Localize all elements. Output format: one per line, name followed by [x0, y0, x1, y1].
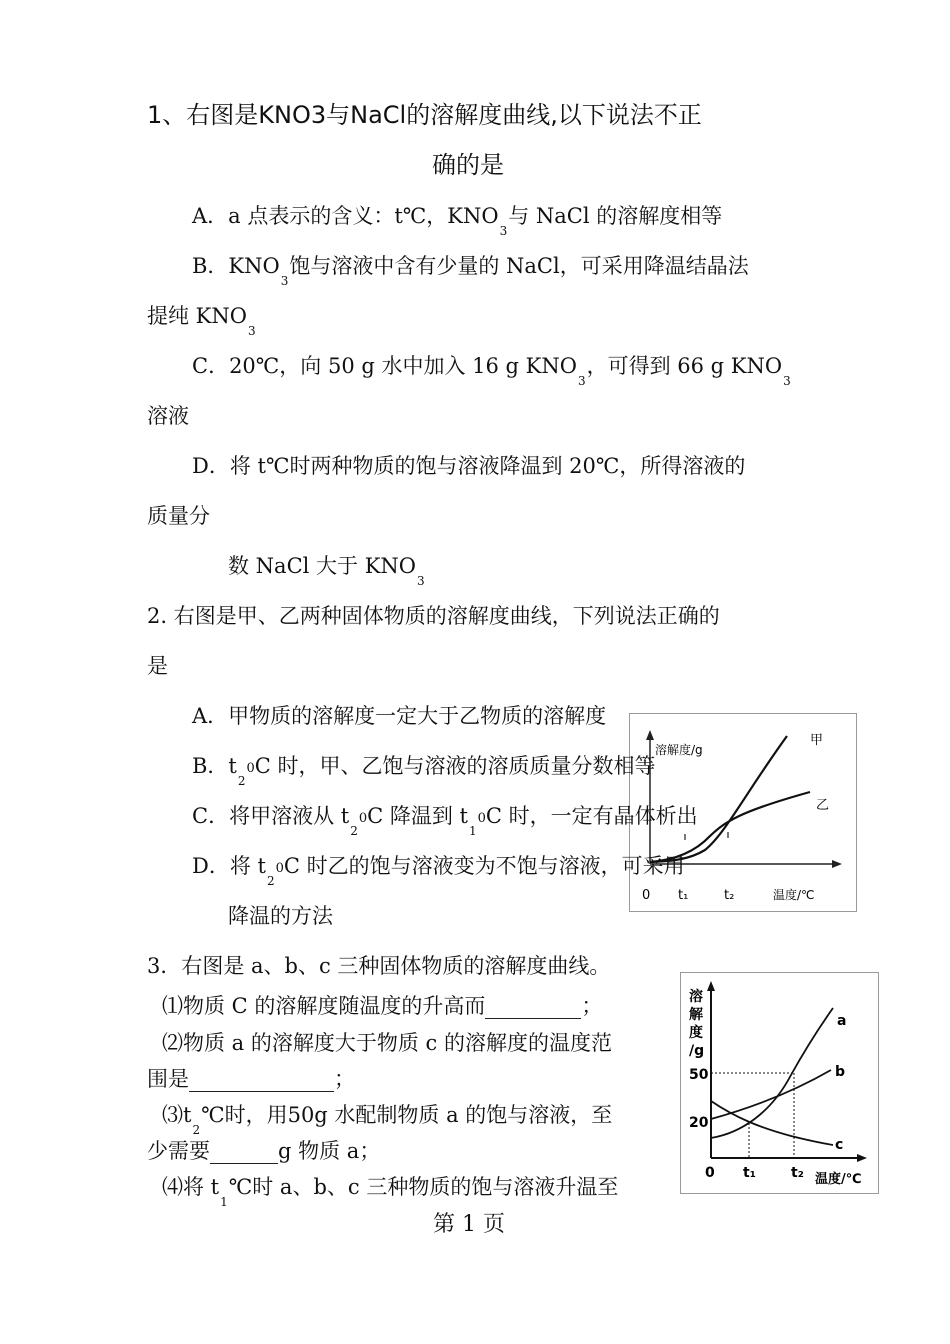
- q1-title-line2: 确的是: [432, 151, 504, 179]
- q1-option-d-cont: 质量分: [147, 504, 210, 528]
- q3-blank-1[interactable]: [485, 996, 581, 1019]
- q2-option-b: B．$t_20C$ 时，甲、乙饱与溶液的溶质质量分数相等: [192, 754, 656, 788]
- page-number: 第 1 页: [433, 1212, 505, 1237]
- q1-option-a: A．a 点表示的含义：t℃，$KNO_3$与 NaCl 的溶解度相等: [192, 204, 723, 238]
- q2-t2-label: t₂: [724, 888, 735, 903]
- q3-blank-2[interactable]: [189, 1069, 334, 1092]
- q2-option-c: C．将甲溶液从 $t_20C$ 降温到 $t_10C$ 时，一定有晶体析出: [192, 804, 698, 838]
- q3-title: 3．右图是 a、b、c 三种固体物质的溶解度曲线。: [147, 954, 611, 978]
- q3-y-label-3: 度: [689, 1025, 703, 1041]
- q3-series-b-label: b: [835, 1064, 846, 1080]
- q3-y-label-1: 溶: [689, 989, 703, 1005]
- q2-title-line2: 是: [147, 654, 168, 678]
- q3-blank-3[interactable]: [210, 1141, 278, 1164]
- q2-series-jia-label: 甲: [810, 733, 824, 748]
- q2-option-a: A．甲物质的溶解度一定大于乙物质的溶解度: [192, 704, 607, 728]
- q2-y-axis-label: 溶解度/g: [655, 743, 703, 757]
- q3-line6: ⑷将 $t_1℃$时 a、b、c 三种物质的饱与溶液升温至: [162, 1175, 619, 1209]
- q1-option-b: B．$KNO_3$饱与溶液中含有少量的 NaCl，可采用降温结晶法: [192, 254, 749, 288]
- q2-option-d: D．将 $t_20C$ 时乙的饱与溶液变为不饱与溶液，可采用: [192, 854, 685, 888]
- q3-t2-label: t₂: [791, 1165, 804, 1181]
- q3-x-axis-label: 温度/℃: [815, 1172, 862, 1187]
- q2-title-line1: 2. 右图是甲、乙两种固体物质的溶解度曲线，下列说法正确的: [147, 604, 720, 628]
- q3-solubility-chart: [680, 972, 879, 1194]
- q3-y-tick-50: 50: [689, 1067, 709, 1083]
- q3-y-label-2: 解: [689, 1007, 703, 1023]
- q3-y-tick-20: 20: [689, 1115, 709, 1131]
- q2-option-d-cont: 降温的方法: [228, 904, 333, 928]
- q2-t1-label: t₁: [678, 888, 689, 903]
- q1-option-d-cont2: 数 NaCl 大于 $KNO_3$: [228, 554, 425, 588]
- curve-c: [711, 1101, 833, 1145]
- q2-series-yi-label: 乙: [816, 798, 830, 813]
- q2-x-axis-label: 温度/℃: [773, 888, 815, 902]
- q3-t1-label: t₁: [743, 1165, 756, 1181]
- q3-series-c-label: c: [835, 1137, 844, 1153]
- q3-line2: ⑵物质 a 的溶解度大于物质 c 的溶解度的温度范: [162, 1031, 612, 1055]
- q3-line4: $⑶t_2℃$时，用50g 水配制物质 a 的饱与溶液，至: [162, 1103, 613, 1137]
- q1-title-line1: 1、右图是KNO3与NaCl的溶解度曲线,以下说法不正: [147, 101, 702, 129]
- q3-origin-label: 0: [705, 1165, 715, 1181]
- q3-line5: 少需要 g 物质 a；: [147, 1139, 381, 1163]
- q3-line1: ⑴物质 C 的溶解度随温度的升高而 ；: [162, 994, 603, 1018]
- q1-option-c-cont: 溶液: [147, 404, 189, 428]
- q1-option-c: C．20℃，向 50 g 水中加入 16 g $KNO_3$，可得到 66 g $KNO_3$: [192, 354, 791, 388]
- q2-origin-label: 0: [642, 888, 651, 903]
- q1-option-d: D．将 t℃时两种物质的饱与溶液降温到 20℃，所得溶液的: [192, 454, 746, 478]
- q3-line3: 围是 ；: [147, 1067, 355, 1091]
- q3-series-a-label: a: [837, 1013, 847, 1029]
- q3-y-label-4: /g: [689, 1043, 705, 1059]
- q1-option-b-cont: 提纯 $KNO_3$: [147, 304, 256, 338]
